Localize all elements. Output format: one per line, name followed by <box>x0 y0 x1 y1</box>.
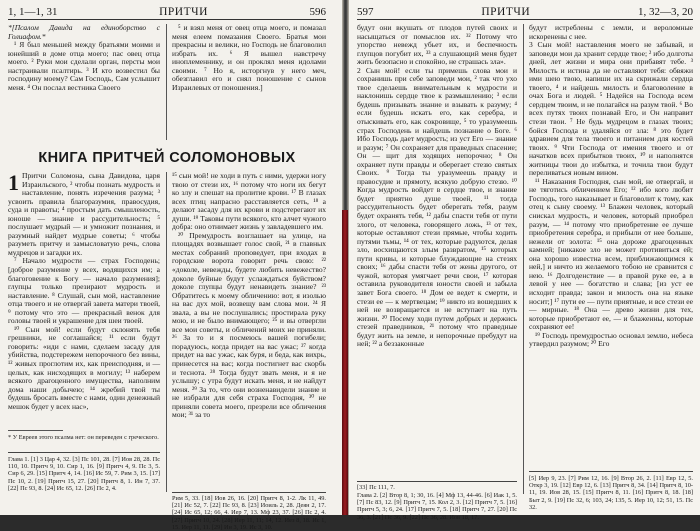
right-col-left <box>357 24 517 479</box>
chapter-3: 3 Сын мой! наставления моего не забывай, и заповеди мои да хранит сердце твое; ² ибо долготы дней, лет жизни и мира они прибавят тебе. ³ Милость и истина да не оставляют тебя: обвяжи ими шею твою, напиши их на скрижали сердца твоего, ⁴ и найдешь милость и благоволение в очах Бога и людей. ⁵ Надейся на Господа всем сердцем твоим, и не полагайся на разум твой. ⁶ Во всех путях твоих познавай Его, и Он направит стези твои. ⁷ Не будь мудрецом в глазах твоих; бойся Господа и удаляйся от зла: ⁸ это будет здравием для тела твоего и питанием для костей твоих. ⁹ Чти Господа от имения твоего и от начатков всех прибытков твоих, ¹⁰ и наполнятся житницы твои до избытка, и точила твои будут переливаться новым вином. <box>529 40 693 178</box>
right-running-head <box>357 4 693 20</box>
paragraph: ²⁰ Премудрость возглашает на улице, на площадях возвышает голос свой, ²¹ в главных местах собраний проповедует, при входах в городские ворота говорит речь свою: ²² «доколе, невежды, будете любить невежество? доколе буйные будут услаждаться буйством? доколе глупцы будут ненавидеть знание? ²³ Обратитесь к моему обличению: вот, я изолью на вас дух мой, возвещу вам слова мои. ²⁴ Я звала, а вы не послушались; простирала руку мою, и не было внимающего; ²⁵ и вы отвергли все мои советы, и обличений моих не приняли. ²⁶ За то и я посмеюсь вашей погибели; порадуюсь, когда придет на вас ужас; ²⁷ когда придет на вас ужас, как буря, и беда, как вихрь, принесется на вас; когда постигнет вас скорбь и теснота. ²⁸ Тогда будут звать меня, и я не услышу; с утра будут искать меня, и не найдут меня. ²⁹ За то, что они возненавидели знание и не избрали для себя страха Господня, ³⁰ не приняли совета моего, презрели все обличения мои; ³¹ за то <box>172 230 326 420</box>
footnote: * У Евреев этого псалма нет: он переведен с греческого. <box>8 434 159 441</box>
cross-references-right: [5] Иер 9, 23. [7] Рим 12, 16. [9] Втор 26, 2. [11] Евр 12, 5. Откр 3, 19. [12] Евр 12, 6. [13] Притч 8, 34. [14] Притч 8, 10-11, 19. Иов 28, 15. [15] Притч 8, 11. [16] Притч 8, 18. [18] Быт 2, 9. [19] Пс 32, 6; 103, 24; 135, 5. Иер 10, 12; 51, 15. Пс 32. <box>529 475 693 511</box>
left-chapter-ref: 1, 1—1, 31 <box>8 6 58 18</box>
left-page-number: 596 <box>309 6 326 18</box>
left-running-head <box>8 4 326 20</box>
paragraph: ¹¹ Наказания Господня, сын мой, не отвергай, и не тяготись обличением Его; ¹² ибо кого любит Господь, того наказывает и благоволит к тому, как отец к сыну своему. ¹³ Блажен человек, который снискал мудрость, и человек, который приобрел разум, — ¹⁴ потому что приобретение ее лучше приобретения серебра, и прибыли от нее больше, нежели от золота: ¹⁵ она дороже драгоценных камней; [никакое зло не может противиться ей; она хорошо известна всем, приближающимся к ней,] и ничто из желаемого тобою не сравнится с нею. ¹⁶ Долгоденствие — в правой руке ее, а в левой у нее — богатство и слава; [из уст ее исходит правда; закон и милость она на языке носит;] ¹⁷ пути ее — пути приятные, и все стези ее — мирные. ¹⁸ Она — древо жизни для тех, которые приобретают ее, — и блаженны, которые сохраняют ее! <box>529 176 693 332</box>
column-divider <box>523 24 524 494</box>
paragraph: ¹⁵ сын мой! не ходи в путь с ними, удержи ногу твою от стези их, ¹⁶ потому что ноги их бегут ко злу и спешат на пролитие крови. ¹⁷ В глазах всех птиц напрасно расставляется сеть, ¹⁸ а делают засаду для их крови и подстерегают их души. ¹⁹ Таковы пути всякого, кто алчет чужого добра: оно отнимает жизнь у завладевшего им. <box>172 171 326 232</box>
xref-rule <box>357 481 517 482</box>
left-running-title: ПРИТЧИ <box>159 6 208 18</box>
right-page-number: 597 <box>357 6 374 18</box>
bookmark-ribbon <box>342 210 348 515</box>
left-page <box>0 0 342 531</box>
proverbs-col-right <box>172 172 326 492</box>
book-title: КНИГА ПРИТЧЕЙ СОЛОМОНОВЫХ <box>38 150 296 166</box>
paragraph: будут они вкушать от плодов путей своих и насыщаться от помыслов их. ³² Потому что упорство невежд убьет их, и беспечность глупцов погубит их, ³³ а слушающий меня будет жить безопасно и спокойно, не страшась зла». <box>357 23 517 67</box>
paragraph: ¹⁰ Сын мой! если будут склонять тебя грешники, не соглашайся; ¹¹ если будут говорить: «иди с нами, сделаем засаду для убийства, подстережем непорочного без вины, ¹² живых проглотим их, как преисподняя, и — целых, как нисходящих в могилу; ¹³ наберем всякого драгоценного имущества, наполним дома наши добычею; ¹⁴ жребий твой ты будешь бросать вместе с нами, один денежный мешок будет у всех нас», <box>8 324 160 411</box>
column-divider <box>166 24 167 140</box>
right-col-right <box>529 24 693 469</box>
footnote-rule <box>8 430 63 431</box>
psalm-heading: *[Псалом Давида на единоборство с Голиафом.* <box>8 23 160 41</box>
paragraph: ¹⁹ Господь премудростью основал землю, небеса утвердил разумом; ²⁰ Его <box>529 330 693 349</box>
right-running-title: ПРИТЧИ <box>481 6 531 18</box>
xref-rule <box>8 452 160 453</box>
chapter-1-text: Притчи Соломона, сына Давидова, царя Израильского, ² чтобы познать мудрость и наставление, понять изречения разума; ³ усвоить правила благоразумия, правосудия, суда и правоты; ⁴ простым дать смышленость, юноше — знание и рассудительность; ⁵ послушает мудрый — и умножит познания, и разумный найдет мудрые советы; ⁶ чтобы разуметь притчу и замысловатую речь, слова мудрецов и загадки их. <box>8 171 160 257</box>
xref-rule <box>172 492 326 493</box>
psalm-text: ¹ Я был меньшей между братьями моими и юнейший в доме отца моего; пас овец отца моего. ² Руки мои сделали орган, персты мои настраивали псалтирь. ³ И кто возвестил бы господину моему? Сам Господь, Сам услышит меня. ⁴ Он послал вестника Своего <box>8 40 160 92</box>
psalm-col-right <box>172 24 326 142</box>
paragraph: ⁷ Начало мудрости — страх Господень; [доброе разумение у всех, водящихся им; а благоговение к Богу — начало разумения]; глупцы только презирают мудрость и наставление. ⁸ Слушай, сын мой, наставление отца твоего и не отвергай завета матери твоей, ⁹ потому что это — прекрасный венок для головы твоей и украшение для шеи твоей. <box>8 256 160 326</box>
xref-rule <box>529 471 693 472</box>
psalm-col-left <box>8 24 160 142</box>
chapter-1-intro <box>8 172 160 257</box>
cross-references-right: Рим 5, 33. [18] Иов 26, 16. [20] Притч 8, 1-2. Лк 11, 49. [21] Ис 52, 7. [22] Пс 93, 8. [23] Иоиль 2, 28. Деян 2, 17. [24] Ис 65, 12; 66, 4. Иер 7, 13. Мф 23, 37. [26] Пс 2, 4. [27] Притч 10, 24. [28] Иер 11, 11; 14, 12. Иез 8, 18. Ис 1, 15. Иер 11, 11. [29] Ин 3, 19. Ис 3, 10. <box>172 495 326 531</box>
cross-references-left: Глава 1. [1] 3 Цар 4, 32. [3] Пс 101, 28. [7] Иов 28, 28. Пс 110, 10. Притч 9, 10. Сир 1, 16. [9] Притч 4, 9. Пс 3, 5. Сир 6, 29. [15] Притч 4, 14. [16] Ис 59, 7. Рим 3, 15. [17] Пс 10, 2. [19] Притч 15, 27. [20] Притч 8, 1. Ин 7, 37. [22] Пс 93, 8. [24] Ис 65, 12. [26] Пс 2, 4. <box>8 456 160 492</box>
right-chapter-ref: 1, 32—3, 20 <box>638 6 693 18</box>
proverbs-col-left <box>8 172 160 425</box>
right-page <box>349 0 700 521</box>
cross-references-note: [33] Пс 111, 7. <box>357 484 395 491</box>
column-divider <box>166 172 167 492</box>
psalm-text-cont: ⁵ и взял меня от овец отца моего, и помазал меня елеем помазания Своего. Братья мои прекрасны и велики, но Господь не благоволил избрать их. ⁶ Я вышел навстречу иноплеменнику, и он проклял меня идолами своими. ⁷ Но я, исторгнув у него меч, обезглавил его и снял поношение с сынов Израилевых от поношения.] <box>172 23 326 92</box>
chapter-2: 2 Сын мой! если ты примешь слова мои и сохранишь при себе заповеди мои, ² так что ухо твое сделаешь внимательным к мудрости и наклонишь сердце твое к размышлению; ³ если будешь призывать знание и взывать к разуму; ⁴ если будешь искать его, как серебра, и отыскивать его, как сокровище, ⁵ то уразумеешь страх Господень и найдешь познание о Боге. ⁶ Ибо Господь дает мудрость; из уст Его — знание и разум; ⁷ Он сохраняет для праведных спасение; Он — щит для ходящих непорочно; ⁸ Он охраняет пути правды и оберегает стезю святых Своих. ⁹ Тогда ты уразумеешь правду и правосудие и прямоту, всякую добрую стезю. ¹⁰ Когда мудрость войдет в сердце твое, и знание будет приятно душе твоей, ¹¹ тогда рассудительность будет оберегать тебя, разум будет охранять тебя, ¹² дабы спасти тебя от пути злого, от человека, говорящего ложь, ¹³ от тех, которые оставляют стези прямые, чтобы ходить путями тьмы, ¹⁴ от тех, которые радуются, делая зло, восхищаются злым развратом, ¹⁵ которых пути кривы, и которые блуждающие на стезях своих; ¹⁶ дабы спасти тебя от жены другого, от чужой, которая умягчает речи свои, ¹⁷ которая оставила руководителя юности своей и забыла завет Бога своего. ¹⁸ Дом ее ведет к смерти, и стези ее — к мертвецам; ¹⁹ никто из вошедших к ней не возвращается и не вступает на путь жизни. ²⁰ Посему ходи путем добрых и держись стезей праведников, ²¹ потому что праведные будут жить на земле, и непорочные пребудут на ней; ²² а беззаконные <box>357 65 517 349</box>
chapter-dropcap: 1 <box>8 170 19 195</box>
paragraph: будут истреблены с земли, и вероломные искоренены с нее. <box>529 23 693 41</box>
cross-references-left: Глава 2. [2] Втор 8, 1; 30, 16. [4] Мф 13, 44-46. [6] Иак 1, 5. [7] Пс 83, 12. [9] Притч 7, 15. Кол 2, 3. [12] Притч 7, 5. [16] Притч 5, 3; 6, 24. [17] Притч 7, 5. [18] Притч 7, 27. [20] Пс 36, 3. [21] Пс 36, 9. [22] Пс 36, 28. Иов 18, 17. <box>357 492 517 521</box>
